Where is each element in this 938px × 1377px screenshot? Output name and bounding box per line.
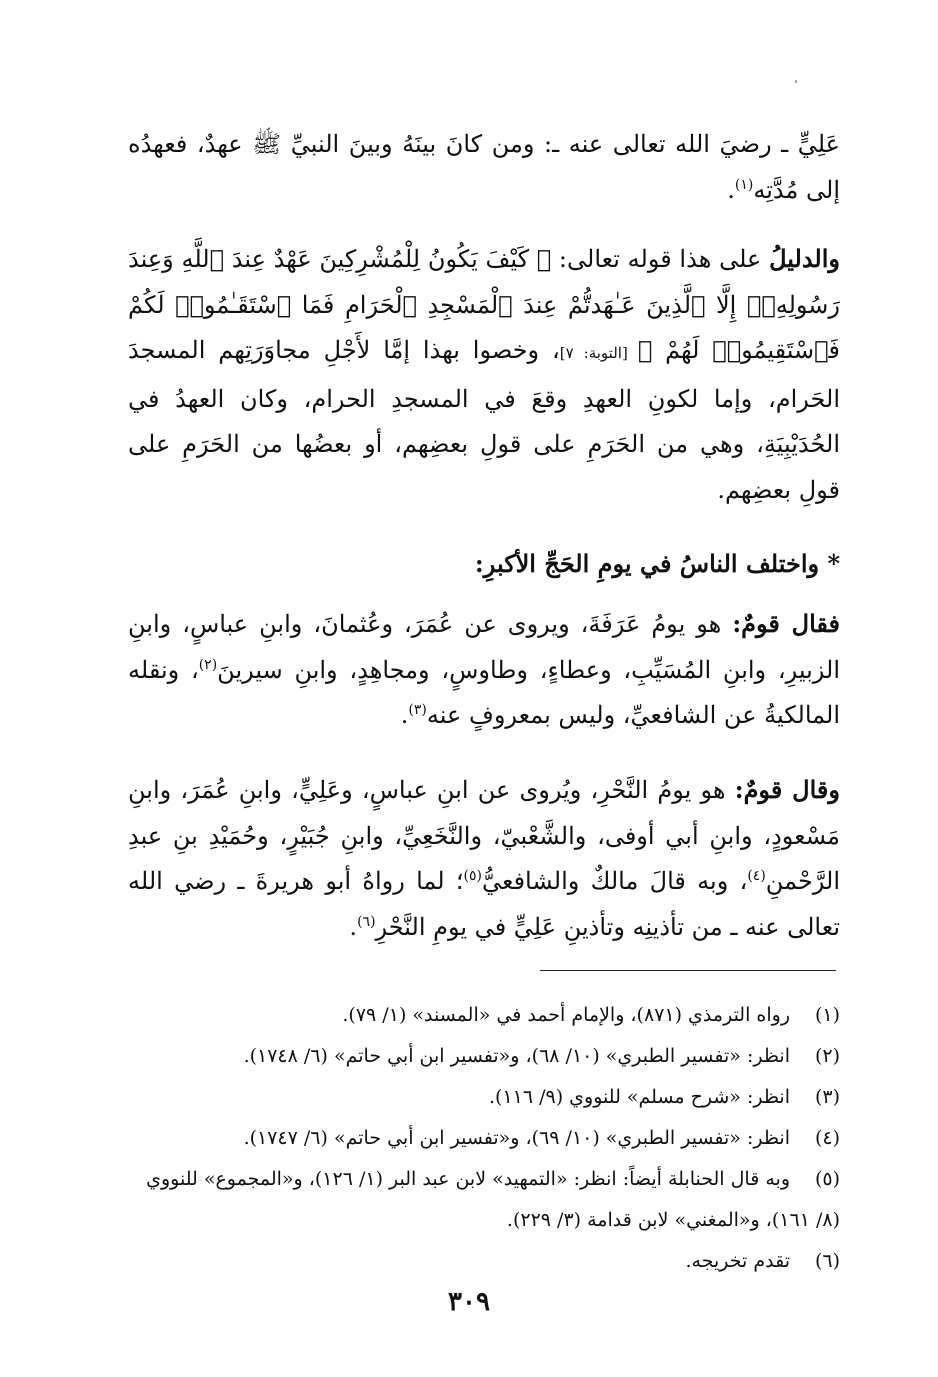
footnote-separator [540, 970, 836, 971]
footnote-marker[interactable]: (١) [734, 176, 754, 193]
footnote-text: رواه الترمذي (٨٧١)، والإمام أحمد في «المسند» (١/ ٧٩). [342, 1004, 790, 1026]
opinion-arafah: فقال قومٌ: هو يومُ عَرَفَةَ، ويروى عن عُمَرَ، وعُثمانَ، وابنِ عباسٍ، وابنِ الزبيرِ، وابنِ المُسَيِّبِ، وعطاءٍ، وطاوسٍ، ومجاهِدٍ، وابنِ سيرينَ$^{(٢)}$، ونقله المالكيةُ عن الشافعيِّ، وليس بمعروفٍ عنه$^{(٣)}$. [128, 609, 840, 729]
footnote-text: تقدم تخريجه. [685, 1250, 790, 1272]
footnote-number: (٤) [814, 1127, 840, 1149]
footnote-marker[interactable]: (٦) [357, 913, 376, 930]
footnote-marker[interactable]: (٢) [198, 656, 218, 673]
footnote [128, 995, 840, 1036]
footnote [128, 1241, 840, 1282]
section-heading: * واختلف الناسُ في يومِ الحَجِّ الأكبرِ: [474, 549, 840, 578]
opinion-lead: وقال قومٌ: [734, 775, 840, 804]
paragraph-text: عَلِيٍّ ـ رضيَ الله تعالى عنه ـ: ومن كانَ بينَهُ وبينَ النبيِّ ﷺ عهدٌ، فعهدُه إلى مُدَّتِه [128, 130, 840, 204]
footnote-number: (٥) [814, 1168, 840, 1190]
footnote-number: (٣) [814, 1086, 840, 1108]
quran-verse: ﴿ كَيْفَ يَكُونُ لِلْمُشْرِكِينَ عَهْدٌ عِندَ ٱللَّهِ وَعِندَ رَسُولِهِۦٓ إِلَّا ٱلَّذِينَ عَـٰهَدتُّمْ عِندَ ٱلْمَسْجِدِ ٱلْحَرَامِ فَمَا ٱسْتَقَـٰمُوا۟ لَكُمْ فَٱسْتَقِيمُوا۟ لَهُمْ ﴾ [128, 245, 840, 364]
footnote-marker[interactable]: (٤) [747, 868, 766, 884]
footnote [128, 1118, 840, 1159]
page-number: ٣٠٩ [448, 1287, 490, 1317]
footnote [128, 1077, 840, 1118]
opinion-nahr: وقال قومٌ: هو يومُ النَّحْرِ، ويُروى عن ابنِ عباسٍ، وعَلِيٍّ، وابنِ عُمَرَ، وابنِ مَسْعودٍ، وابنِ أبي أوفى، والشَّعْبيّ، والنَّخَعِيِّ، وابنِ جُبَيْرٍ، وحُمَيْدِ بنِ عبدِ الرَّحْمنِ$^{(٤)}$، وبه قالَ مالكٌ والشافعيُّ$^{(٥)}$؛ لما رواهُ أبو هريرةَ ـ رضي الله تعالى عنه ـ من تأذينِه وتأذينِ عَلِيٍّ في يومِ النَّحْرِ$^{(٦)}$. [128, 775, 840, 941]
footnote-number: (١) [814, 1004, 840, 1026]
footnote-marker[interactable]: (٣) [408, 702, 427, 718]
footnote-number: (٦) [814, 1250, 840, 1272]
footnote-text: انظر: «تفسير الطبري» (١٠/ ٦٨)، و«تفسير ابن أبي حاتم» (٦/ ١٧٤٨). [243, 1045, 790, 1067]
paragraph-evidence: والدليلُ على هذا قوله تعالى: ﴿ كَيْفَ يَكُونُ لِلْمُشْرِكِينَ عَهْدٌ عِندَ ٱللَّهِ وَعِندَ رَسُولِهِۦٓ إِلَّا ٱلَّذِينَ عَـٰهَدتُّمْ عِندَ ٱلْمَسْجِدِ ٱلْحَرَامِ فَمَا ٱسْتَقَـٰمُوا۟ لَكُمْ فَٱسْتَقِيمُوا۟ لَهُمْ ﴾ [التوبة: ٧]، وخصوا بهذا إمَّا لأَجْلِ مجاوَرَتِهم المسجدَ الحَرام، وإما لكونِ العهدِ وقعَ في المسجدِ الحرام، وكان العهدُ في الحُدَيْبِيَةِ، وهي من الحَرَمِ على قولِ بعضِهم، أو بعضُها من الحَرَمِ على قولِ بعضِهم. [128, 244, 840, 504]
paragraph-lead: والدليلُ [769, 244, 840, 273]
footnote-marker[interactable]: (٥) [463, 868, 482, 884]
footnote [128, 1036, 840, 1077]
footnote-text: انظر: «شرح مسلم» للنووي (٩/ ١١٦). [488, 1086, 790, 1108]
opinion-lead: فقال قومٌ: [732, 609, 840, 638]
verse-reference: [التوبة: ٧] [559, 344, 638, 362]
scan-speck [795, 80, 797, 83]
footnote-text: وبه قال الحنابلة أيضاً: انظر: «التمهيد» لابن عبد البر (١/ ١٢٦)، و«المجموع» للنووي (٨/ ١٦١)، و«المغني» لابن قدامة (٣/ ٢٢٩). [146, 1168, 840, 1231]
footnote-number: (٢) [814, 1045, 840, 1067]
paragraph-continuation: عَلِيٍّ ـ رضيَ الله تعالى عنه ـ: ومن كانَ بينَهُ وبينَ النبيِّ ﷺ عهدٌ، فعهدُه إلى مُدَّتِه$^{(١)}$. [128, 130, 840, 204]
footnote-text: انظر: «تفسير الطبري» (١٠/ ٦٩)، و«تفسير ابن أبي حاتم» (٦/ ١٧٤٧). [243, 1127, 790, 1149]
footnote [128, 1159, 840, 1241]
